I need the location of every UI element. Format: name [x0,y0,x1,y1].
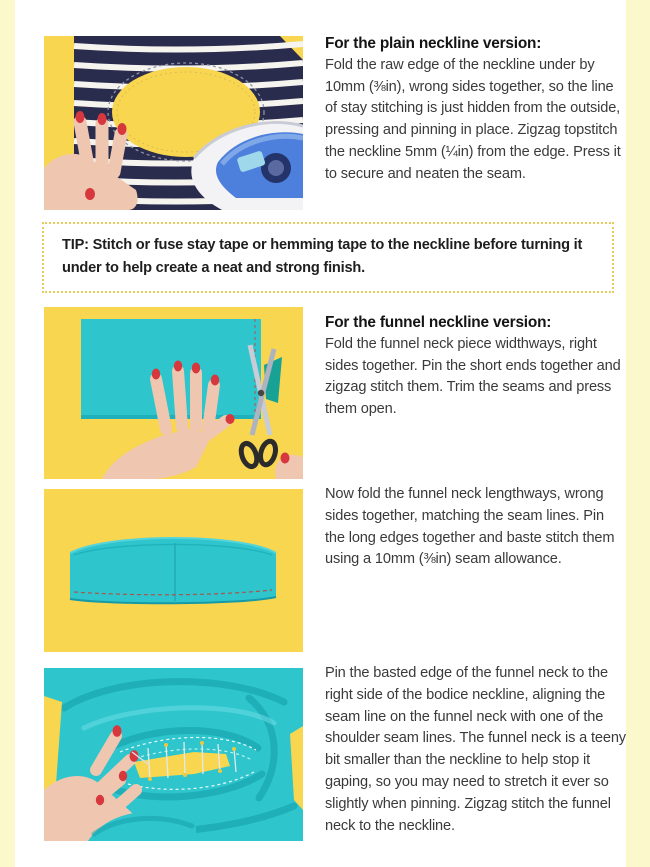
section-plain-neckline-text [325,33,627,186]
page-margin-right [626,0,650,867]
funnel-neckline-heading: For the funnel neckline version: [325,314,552,331]
photo-funnel-cutting-art [44,307,303,479]
section-funnel-neckline-text [325,312,627,421]
photo-funnel-cutting [44,307,303,479]
funnel-neckline-body: Fold the funnel neck piece widthways, right sides together. Pin the short ends together and zigzag stitch them. Trim the seams and press them open. [325,335,621,418]
tip-text: TIP: Stitch or fuse stay tape or hemming tape to the neckline before turning it under to help create a neat and strong finish. [62,237,583,276]
photo-pinning-neckline-art [44,668,303,841]
pin-funnel-body: Pin the basted edge of the funnel neck to the right side of the bodice neckline, aligning the seam line on the funnel neck with one of the shoulder seam lines. The funnel neck is a teeny bit smaller than the neckline to help stop it gaping, so you may need to stretch it ever so slightly when pinning. Zigzag stitch the funnel neck to the neckline. [325,665,626,834]
section-pin-funnel-text [325,663,627,837]
fold-lengthways-body: Now fold the funnel neck lengthways, wrong sides together, matching the seam lines. Pin the long edges together and baste stitch them using a 10mm (⅜in) seam allowance. [325,486,615,568]
photo-pinning-neckline [44,668,303,841]
photo-plain-neckline [44,36,303,210]
page-margin-left [0,0,15,867]
section-fold-lengthways-text [325,484,627,571]
tip-box [42,222,614,293]
funnel-band-illustration [70,538,276,603]
plain-neckline-heading: For the plain neckline version: [325,35,542,52]
photo-folded-band-art [44,489,303,652]
photo-folded-band [44,489,303,652]
plain-neckline-body: Fold the raw edge of the neckline under by 10mm (⅜in), wrong sides together, so the line of stay stitching is just hidden from the outside, pressing and pinning in place. Zigzag topstitch the neckline 5mm (¼in) from the edge. Press it to secure and neaten the seam. [325,56,621,182]
photo-plain-neckline-art [44,36,303,210]
